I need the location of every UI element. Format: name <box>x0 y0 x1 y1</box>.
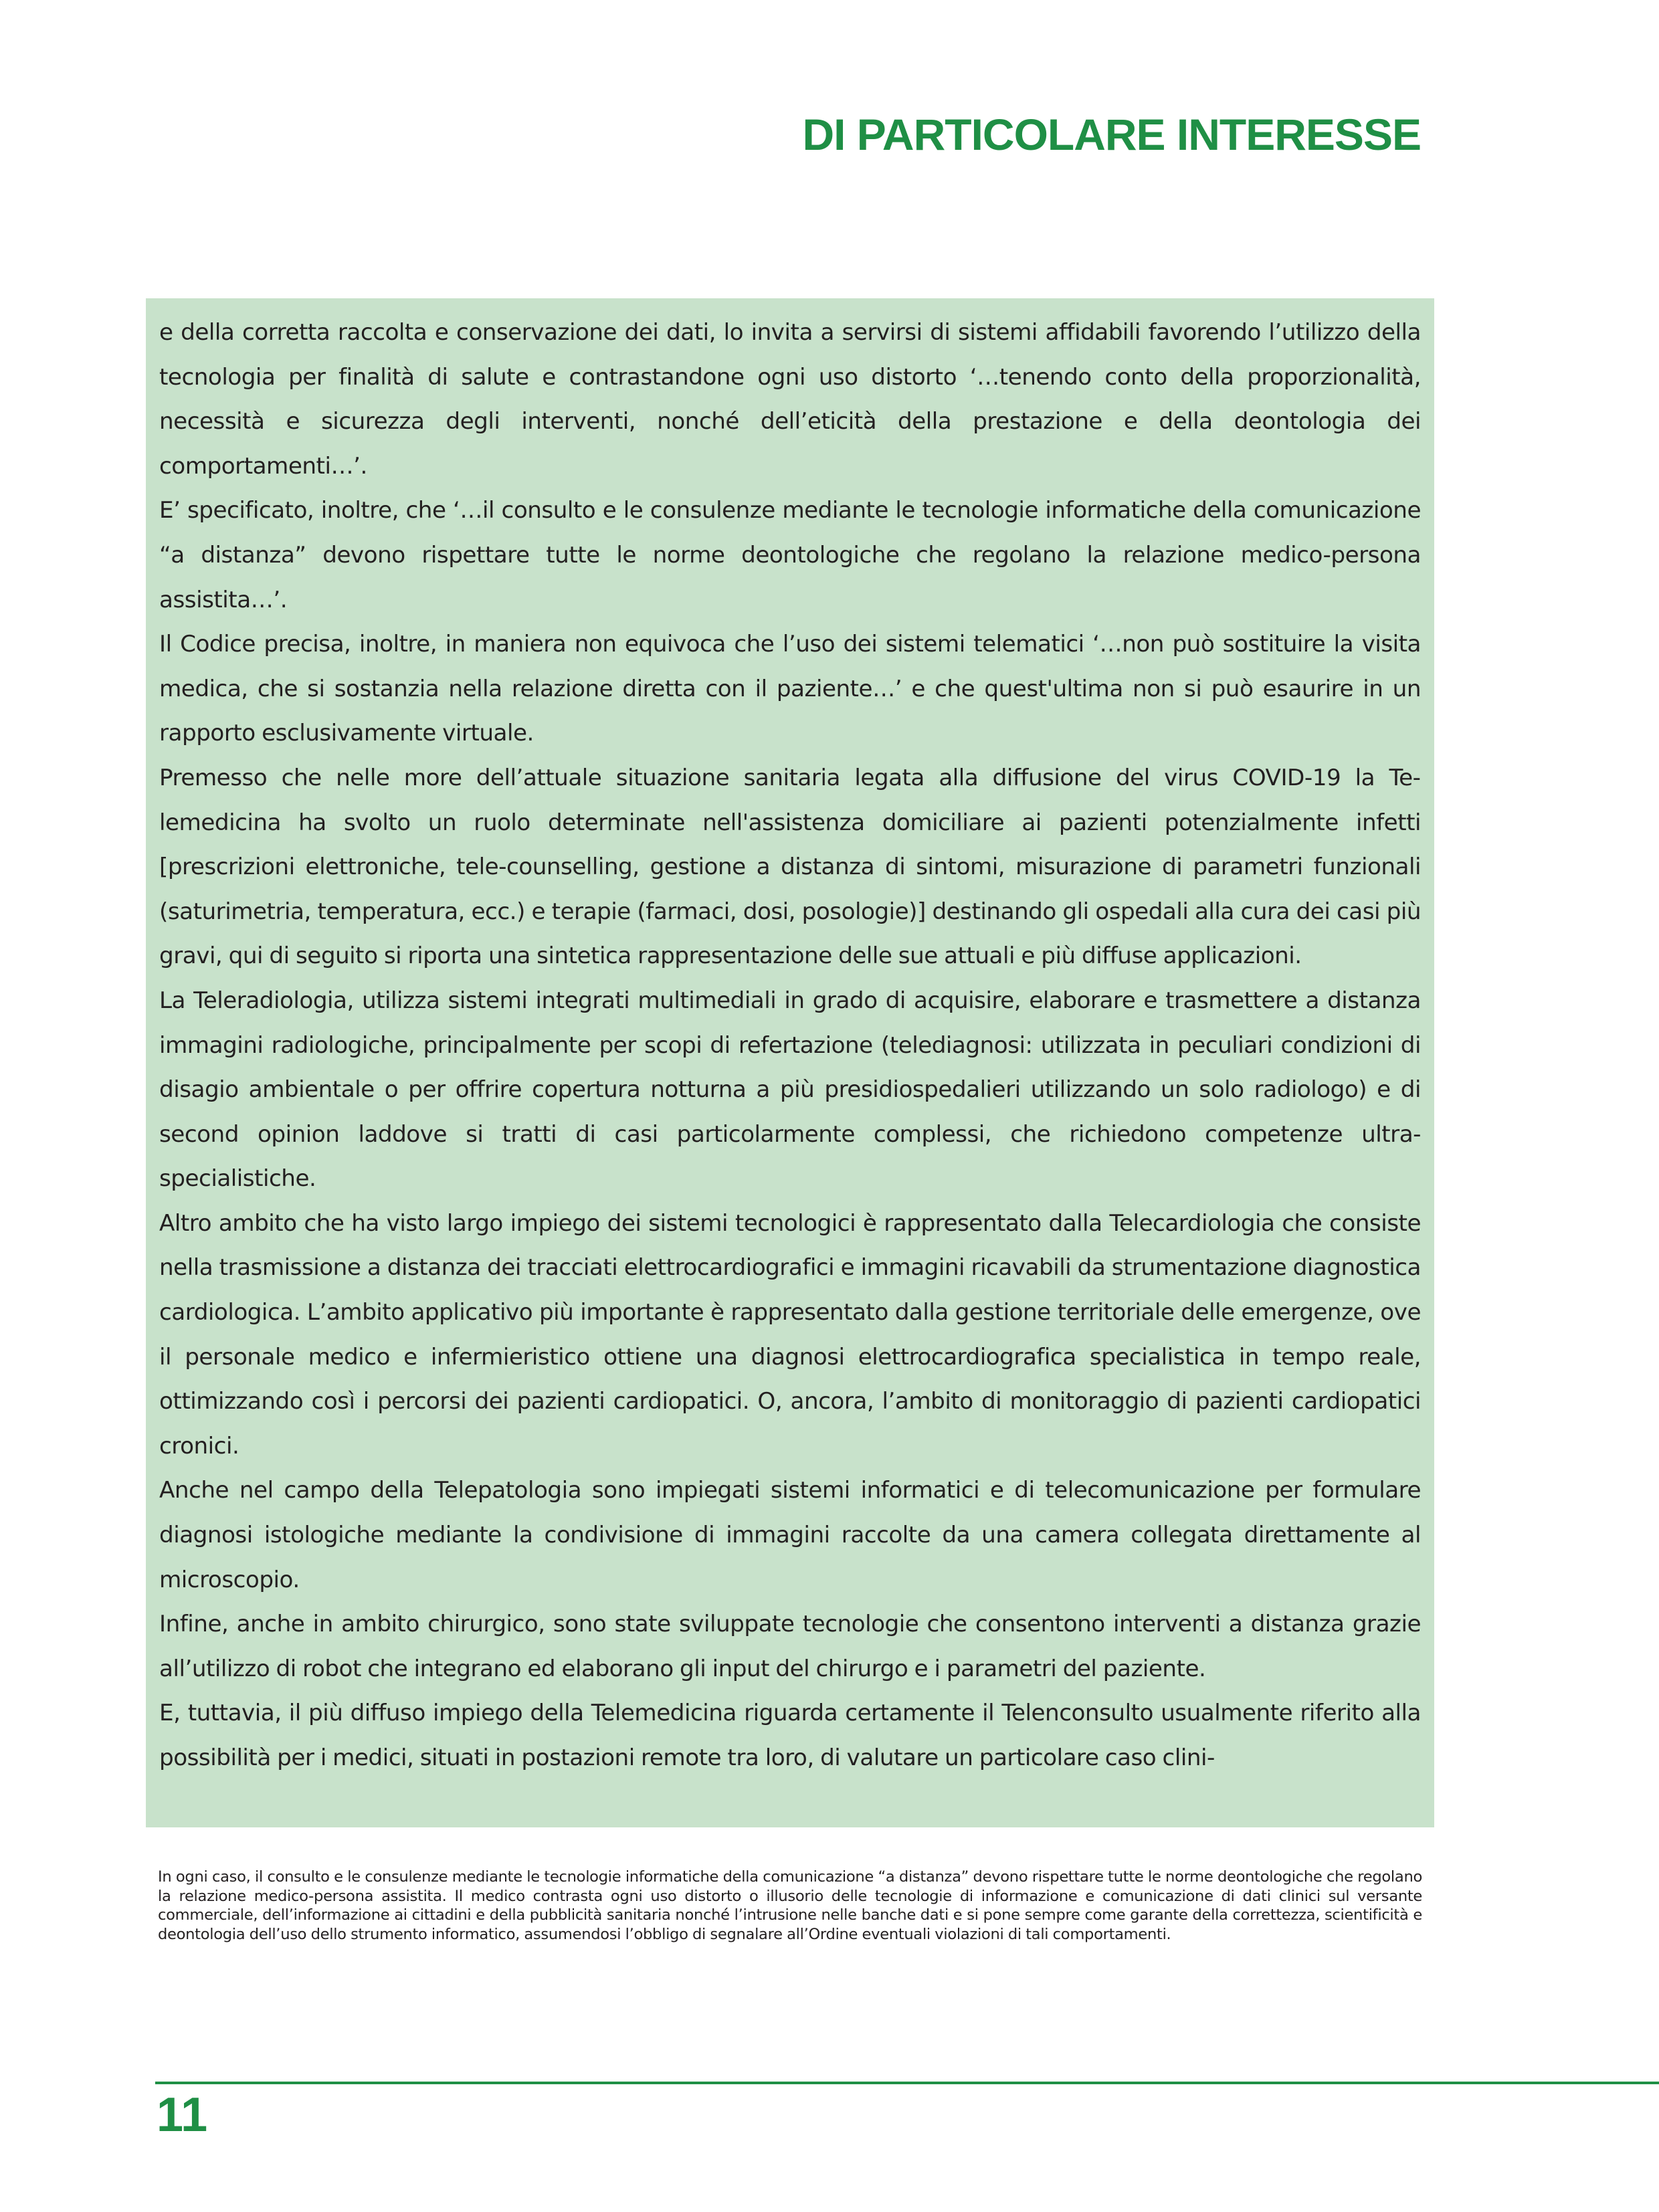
body-paragraph: E’ specificato, inoltre, che ‘…il consulto e le consulenze mediante le tecnologie informatiche della comunicazione “a distanza” devono rispettare tutte le norme deontologiche che regolano la relazione medico-persona assistita…’. <box>159 497 1421 613</box>
body-paragraph: Premesso che nelle more dell’attuale situazione sanitaria legata alla diffusione del virus COVID-19 la Telemedicina ha svolto un ruolo determinate nell'assistenza domiciliare ai pazienti potenzialmente infetti [prescrizioni elettroniche, tele-counselling, gestione a distanza di sintomi, misurazione di parametri funzionali (saturimetria, temperatura, ecc.) e terapie (farmaci, dosi, posologie)] destinando gli ospedali alla cura dei casi più gravi, qui di seguito si riporta una sintetica rappresentazione delle sue attuali e più diffuse applicazioni. <box>159 764 1421 970</box>
footnote: In ogni caso, il consulto e le consulenze mediante le tecnologie informatiche della comunicazione “a distanza” devono rispettare tutte le norme deontologiche che regolano la relazione medico-persona assistita. Il medico contrasta ogni uso distorto o illusorio delle tecnologie di informazione e comunicazione di dati clinici sul versante commerciale, dell’informazione ai cittadini e della pubblicità sanitaria nonché l’intrusione nelle banche dati e si pone sempre come garante della correttezza, scientificità e deontologia dell’uso dello strumento informatico, assumendosi l’obbligo di segnalare all’Ordine eventuali violazioni di tali comportamenti. <box>158 1868 1422 1943</box>
page-number: 11 <box>157 2088 208 2142</box>
body-paragraph: Infine, anche in ambito chirurgico, sono state sviluppate tecnologie che consentono interventi a distanza grazie all’utilizzo di robot che integrano ed elaborano gli input del chirurgo e i parametri del paziente. <box>159 1611 1421 1682</box>
body-paragraph: Altro ambito che ha visto largo impiego dei sistemi tecnologici è rappresentato dalla Telecardiologia che consiste nella trasmissione a distanza dei tracciati elettrocardiografici e immagini ricavabili da strumentazione diagnostica cardiologica. L’ambito applicativo più importante è rappresentato dalla gestione territoriale delle emergenze, ove il personale medico e infermieristico ottiene una diagnosi elettrocardiografica specialistica in tempo reale, ottimizzando così i percorsi dei pazienti cardiopatici. O, ancora, l’ambito di monitoraggio di pazienti cardiopatici cronici. <box>159 1209 1421 1460</box>
body-paragraph: La Teleradiologia, utilizza sistemi integrati multimediali in grado di acquisire, elaborare e trasmettere a distanza immagini radiologiche, principalmente per scopi di refertazione (telediagnosi: utilizzata in peculiari condizioni di disagio ambientale o per offrire copertura notturna a più presidiospedalieri utilizzando un solo radiologo) e di second opinion laddove si tratti di casi particolarmente complessi, che richiedono competenze ultra-specialistiche. <box>159 987 1421 1193</box>
footer-divider <box>155 2082 1659 2084</box>
body-paragraph: e della corretta raccolta e conservazione dei dati, lo invita a servirsi di sistemi affidabili favorendo l’utilizzo della tecnologia per finalità di salute e contrastandone ogni uso distorto ‘…tenendo conto della proporzionalità, necessità e sicurezza degli interventi, nonché dell’eticità della prestazione e della deontologia dei comportamenti…’. <box>159 319 1421 480</box>
body-paragraph: Anche nel campo della Telepatologia sono impiegati sistemi informatici e di telecomunicazione per formulare diagnosi istologiche mediante la condivisione di immagini raccolte da una camera collegata direttamente al microscopio. <box>159 1477 1421 1593</box>
highlight-text-box <box>146 298 1434 1827</box>
body-paragraph: Il Codice precisa, inoltre, in maniera non equivoca che l’uso dei sistemi telematici ‘…non può sostituire la visita medica, che si sostanzia nella relazione diretta con il paziente…’ e che quest'ultima non si può esaurire in un rapporto esclusivamente virtuale. <box>159 631 1421 747</box>
section-title: DI PARTICOLARE INTERESSE <box>802 110 1421 159</box>
body-paragraph: E, tuttavia, il più diffuso impiego della Telemedicina riguarda certamente il Telenconsulto usualmente riferito alla possibilità per i medici, situati in postazioni remote tra loro, di valutare un particolare caso clini- <box>159 1700 1421 1771</box>
